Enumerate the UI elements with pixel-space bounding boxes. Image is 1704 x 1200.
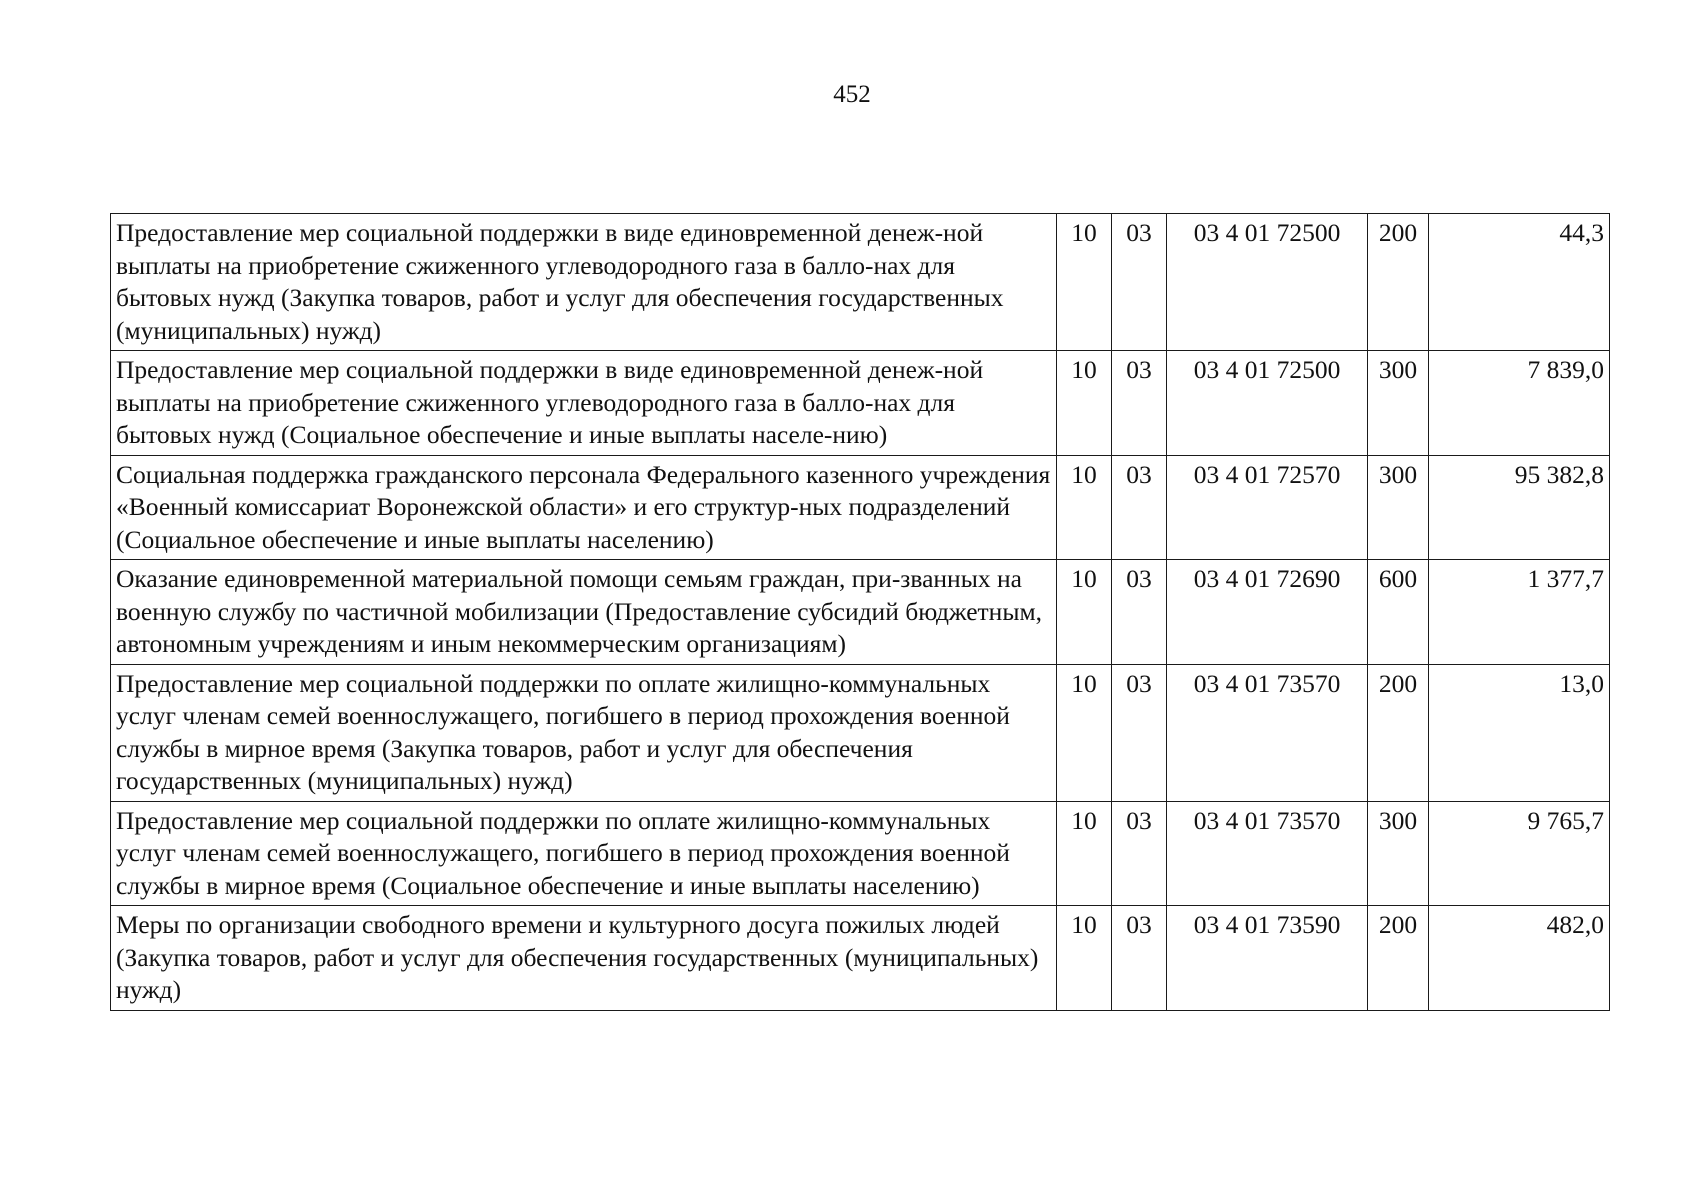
table-row [111, 801, 1610, 906]
row-description: Меры по организации свободного времени и культурного досуга пожилых людей (Закупка товаров, работ и услуг для обеспечения государственных (муниципальных) нужд) [111, 906, 1057, 1011]
row-target-article-code: 03 4 01 72570 [1167, 455, 1368, 560]
row-section-code: 10 [1057, 560, 1112, 665]
page-number: 452 [833, 81, 871, 108]
row-amount: 1 377,7 [1429, 560, 1610, 665]
row-target-article-code: 03 4 01 72690 [1167, 560, 1368, 665]
table-row [111, 906, 1610, 1011]
row-description: Предоставление мер социальной поддержки в виде единовременной денеж-ной выплаты на приобретение сжиженного углеводородного газа в балло-нах для бытовых нужд (Социальное обеспечение и иные выплаты населе-нию) [111, 351, 1057, 456]
row-section-code: 10 [1057, 801, 1112, 906]
row-description: Предоставление мер социальной поддержки в виде единовременной денеж-ной выплаты на приобретение сжиженного углеводородного газа в балло-нах для бытовых нужд (Закупка товаров, работ и услуг для обеспечения государственных (муниципальных) нужд) [111, 214, 1057, 351]
row-amount: 95 382,8 [1429, 455, 1610, 560]
row-section-code: 10 [1057, 906, 1112, 1011]
row-subsection-code: 03 [1112, 214, 1167, 351]
row-target-article-code: 03 4 01 72500 [1167, 214, 1368, 351]
row-section-code: 10 [1057, 214, 1112, 351]
row-amount: 9 765,7 [1429, 801, 1610, 906]
row-amount: 482,0 [1429, 906, 1610, 1011]
row-description: Оказание единовременной материальной помощи семьям граждан, при-званных на военную службу по частичной мобилизации (Предоставление субсидий бюджетным, автономным учреждениям и иным некоммерческим организациям) [111, 560, 1057, 665]
row-subsection-code: 03 [1112, 351, 1167, 456]
row-section-code: 10 [1057, 351, 1112, 456]
row-section-code: 10 [1057, 455, 1112, 560]
row-expense-type-code: 200 [1368, 664, 1429, 801]
row-expense-type-code: 200 [1368, 906, 1429, 1011]
row-expense-type-code: 300 [1368, 455, 1429, 560]
row-subsection-code: 03 [1112, 455, 1167, 560]
table-row [111, 664, 1610, 801]
row-subsection-code: 03 [1112, 801, 1167, 906]
row-subsection-code: 03 [1112, 906, 1167, 1011]
table-row [111, 214, 1610, 351]
row-amount: 44,3 [1429, 214, 1610, 351]
row-target-article-code: 03 4 01 73570 [1167, 664, 1368, 801]
table-row [111, 560, 1610, 665]
row-amount: 13,0 [1429, 664, 1610, 801]
row-expense-type-code: 600 [1368, 560, 1429, 665]
row-expense-type-code: 300 [1368, 801, 1429, 906]
row-description: Социальная поддержка гражданского персонала Федерального казенного учреждения «Военный комиссариат Воронежской области» и его структур-ных подразделений (Социальное обеспечение и иные выплаты населению) [111, 455, 1057, 560]
row-target-article-code: 03 4 01 73570 [1167, 801, 1368, 906]
row-description: Предоставление мер социальной поддержки по оплате жилищно-коммунальных услуг членам семей военнослужащего, погибшего в период прохождения военной службы в мирное время (Социальное обеспечение и иные выплаты населению) [111, 801, 1057, 906]
row-subsection-code: 03 [1112, 664, 1167, 801]
row-target-article-code: 03 4 01 73590 [1167, 906, 1368, 1011]
budget-table [110, 213, 1610, 1011]
row-description: Предоставление мер социальной поддержки по оплате жилищно-коммунальных услуг членам семей военнослужащего, погибшего в период прохождения военной службы в мирное время (Закупка товаров, работ и услуг для обеспечения государственных (муниципальных) нужд) [111, 664, 1057, 801]
row-expense-type-code: 300 [1368, 351, 1429, 456]
row-amount: 7 839,0 [1429, 351, 1610, 456]
table-row [111, 351, 1610, 456]
row-section-code: 10 [1057, 664, 1112, 801]
row-subsection-code: 03 [1112, 560, 1167, 665]
row-expense-type-code: 200 [1368, 214, 1429, 351]
table-row [111, 455, 1610, 560]
row-target-article-code: 03 4 01 72500 [1167, 351, 1368, 456]
